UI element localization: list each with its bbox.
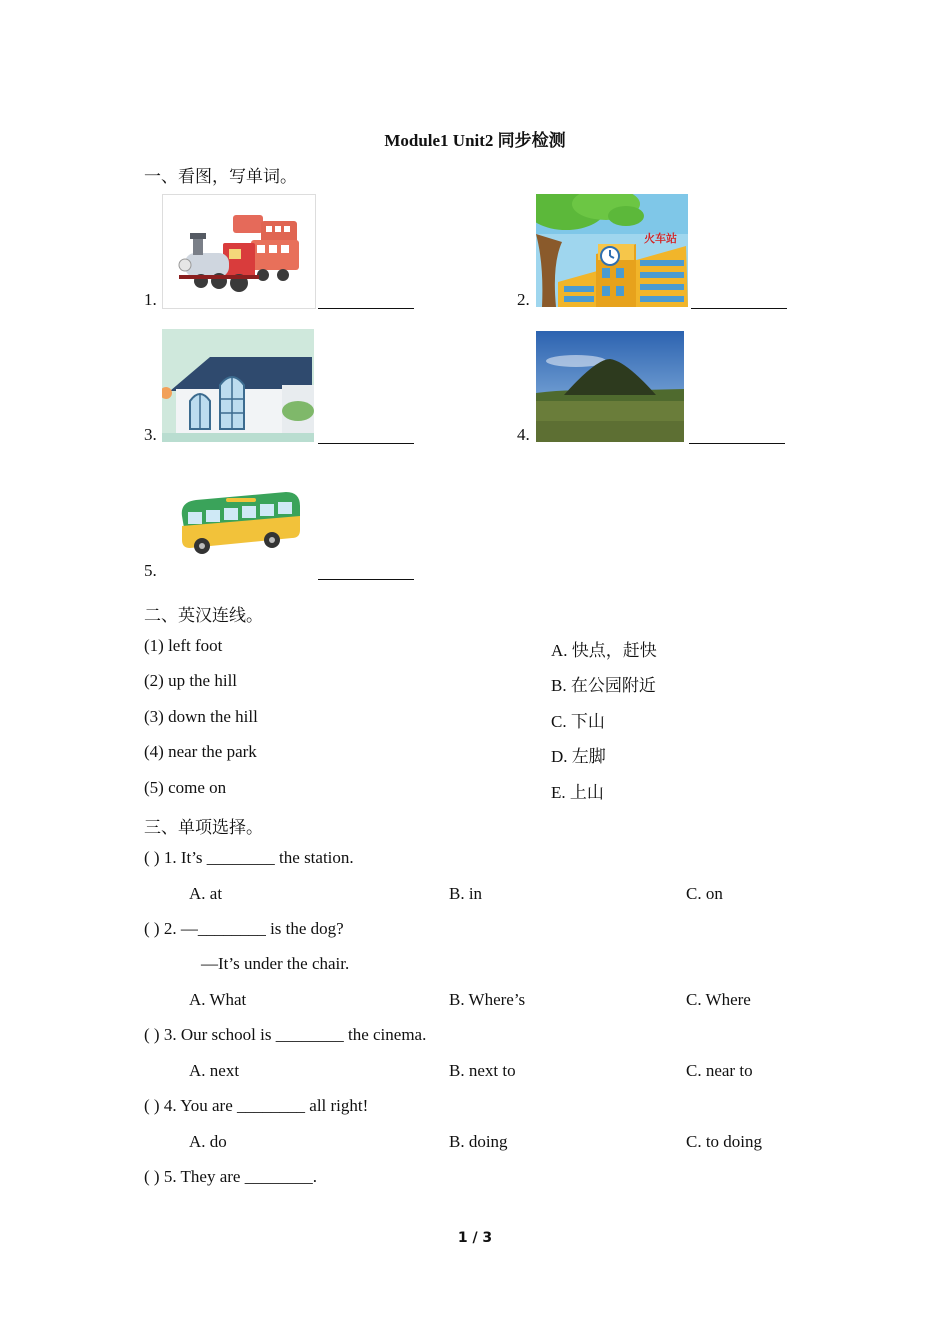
match-left-2: (2) up the hill	[144, 671, 238, 690]
item2-blank[interactable]	[691, 290, 787, 314]
match-right-b: B. 在公园附近	[551, 676, 656, 695]
match-right-e: E. 上山	[551, 783, 604, 802]
item4-blank[interactable]	[689, 425, 785, 449]
q4-option-c[interactable]: C. to doing	[686, 1132, 763, 1151]
section3-heading: 三、单项选择。	[144, 818, 263, 837]
match-right-a: A. 快点，赶快	[551, 641, 657, 660]
item1-number: 1.	[144, 290, 157, 309]
item4-number: 4.	[517, 425, 530, 444]
q2-option-b[interactable]: B. Where’s	[449, 990, 526, 1009]
match-left-3: (3) down the hill	[144, 707, 258, 726]
q5-stem: ( ) 5. They are ________.	[144, 1167, 317, 1186]
house-icon	[162, 329, 314, 442]
q2-stem: ( ) 2. —________ is the dog?	[144, 919, 344, 938]
q1-stem: ( ) 1. It’s ________ the station.	[144, 848, 354, 867]
item1-blank[interactable]	[318, 290, 414, 314]
item3-number: 3.	[144, 425, 157, 444]
q4-option-b[interactable]: B. doing	[449, 1132, 508, 1151]
match-left-1: (1) left foot	[144, 636, 223, 655]
match-left-4: (4) near the park	[144, 742, 257, 761]
match-left-5: (5) come on	[144, 778, 227, 797]
item2-number: 2.	[517, 290, 530, 309]
item3-blank[interactable]	[318, 425, 414, 449]
section1-heading: 一、看图，写单词。	[144, 167, 297, 186]
station-icon	[536, 194, 688, 307]
item5-blank[interactable]	[318, 561, 414, 585]
q1-option-b[interactable]: B. in	[449, 884, 483, 903]
train-icon	[162, 194, 316, 309]
page-number: 1 / 3	[457, 1230, 493, 1246]
match-right-c: C. 下山	[551, 712, 605, 731]
q2-option-c[interactable]: C. Where	[686, 990, 751, 1009]
bus-icon	[176, 486, 304, 558]
q4-stem: ( ) 4. You are ________ all right!	[144, 1096, 369, 1115]
page-title: Module1 Unit2 同步检测	[384, 131, 566, 150]
q1-option-c[interactable]: C. on	[686, 884, 723, 903]
q3-option-b[interactable]: B. next to	[449, 1061, 516, 1080]
q2-reply: —It’s under the chair.	[201, 954, 350, 973]
q3-stem: ( ) 3. Our school is ________ the cinema.	[144, 1025, 427, 1044]
q1-option-a[interactable]: A. at	[189, 884, 223, 903]
match-right-d: D. 左脚	[551, 747, 606, 766]
hill-icon	[536, 331, 684, 442]
q3-option-c[interactable]: C. near to	[686, 1061, 753, 1080]
item5-number: 5.	[144, 561, 157, 580]
q4-option-a[interactable]: A. do	[189, 1132, 227, 1151]
station-sign: 火车站	[644, 232, 677, 245]
q3-option-a[interactable]: A. next	[189, 1061, 240, 1080]
q2-option-a[interactable]: A. What	[189, 990, 247, 1009]
section2-heading: 二、英汉连线。	[144, 606, 263, 625]
